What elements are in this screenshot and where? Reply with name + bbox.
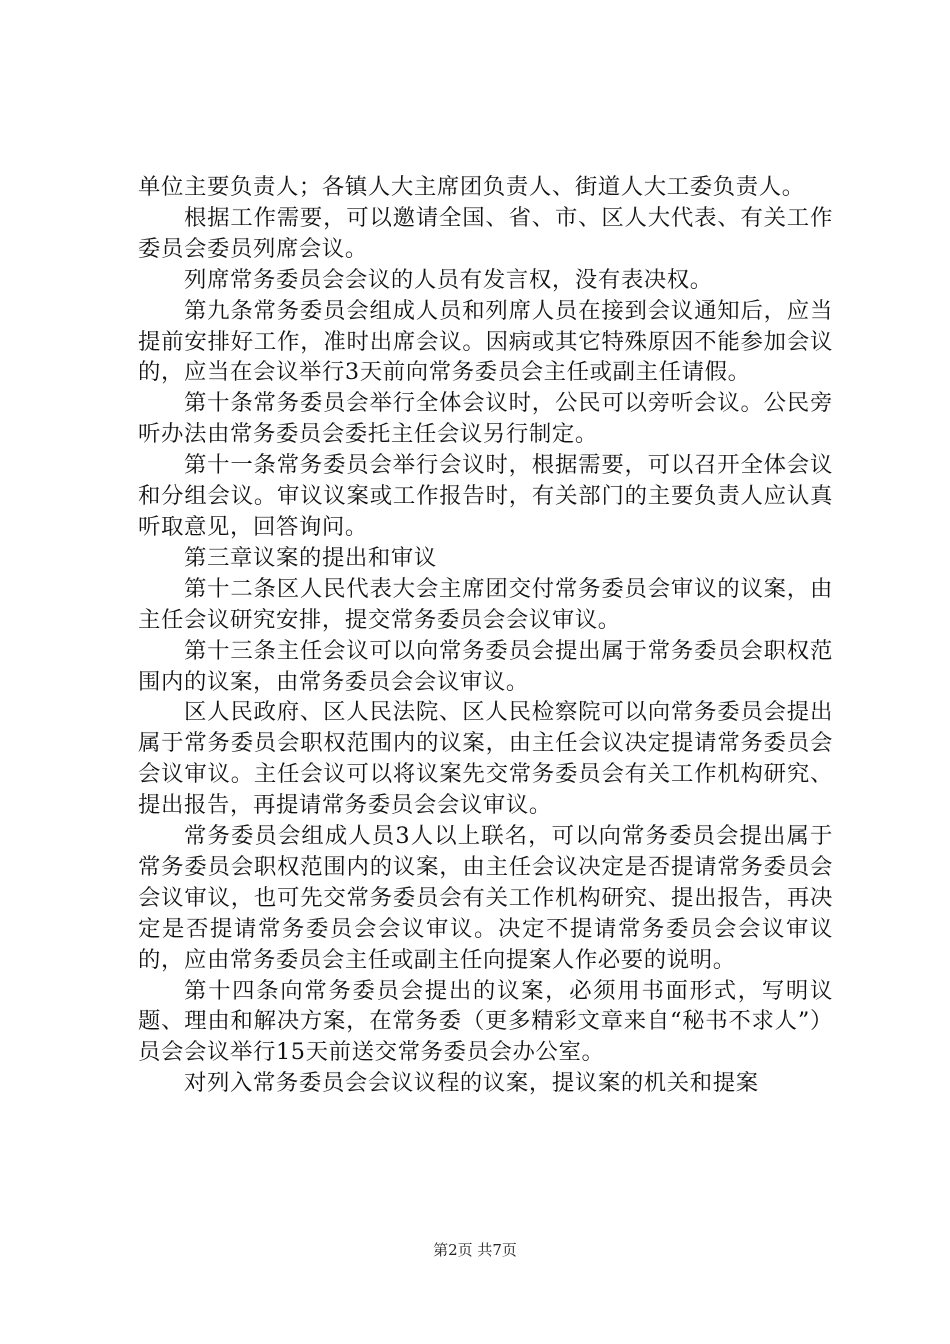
body-paragraph: 第三章议案的提出和审议 (184, 544, 437, 571)
body-paragraph: 第九条常务委员会组成人员和列席人员在接到会议通知后，应当提前安排好工作，准时出席会议。因病或其它特殊原因不能参加会议的，应当在会议举行3天前向常务委员会主任或副主任请假。 (138, 297, 833, 386)
body-paragraph: 区人民政府、区人民法院、区人民检察院可以向常务委员会提出属于常务委员会职权范围内的议案，由主任会议决定提请常务委员会会议审议。主任会议可以将议案先交常务委员会有关工作机构研究、提出报告，再提请常务委员会会议审议。 (138, 699, 833, 819)
body-paragraph: 根据工作需要，可以邀请全国、省、市、区人大代表、有关工作委员会委员列席会议。 (138, 204, 833, 262)
body-paragraph: 第十三条主任会议可以向常务委员会提出属于常务委员会职权范围内的议案，由常务委员会会议审议。 (138, 637, 833, 695)
body-paragraph: 列席常务委员会会议的人员有发言权，没有表决权。 (184, 266, 713, 293)
body-paragraph: 第十四条向常务委员会提出的议案，必须用书面形式，写明议题、理由和解决方案，在常务委（更多精彩文章来自“秘书不求人”）员会会议举行15天前送交常务委员会办公室。 (138, 977, 833, 1066)
body-paragraph: 单位主要负责人；各镇人大主席团负责人、街道人大工委负责人。 (138, 174, 805, 200)
body-paragraph: 第十一条常务委员会举行会议时，根据需要，可以召开全体会议和分组会议。审议议案或工作报告时，有关部门的主要负责人应认真听取意见，回答询问。 (138, 452, 833, 540)
body-paragraph: 常务委员会组成人员3人以上联名，可以向常务委员会提出属于常务委员会职权范围内的议案，由主任会议决定是否提请常务委员会会议审议，也可先交常务委员会有关工作机构研究、提出报告，再决定是否提请常务委员会会议审议。决定不提请常务委员会会议审议的，应由常务委员会主任或副主任向提案人作必要的说明。 (138, 823, 833, 973)
body-paragraph: 第十二条区人民代表大会主席团交付常务委员会审议的议案，由主任会议研究安排，提交常务委员会会议审议。 (138, 575, 833, 633)
body-paragraph: 第十条常务委员会举行全体会议时，公民可以旁听会议。公民旁听办法由常务委员会委托主任会议另行制定。 (138, 390, 833, 448)
body-paragraph: 对列入常务委员会会议议程的议案，提议案的机关和提案 (184, 1070, 759, 1097)
page-footer: 第2页 共7页 (433, 1241, 517, 1259)
document-body (138, 172, 833, 1099)
